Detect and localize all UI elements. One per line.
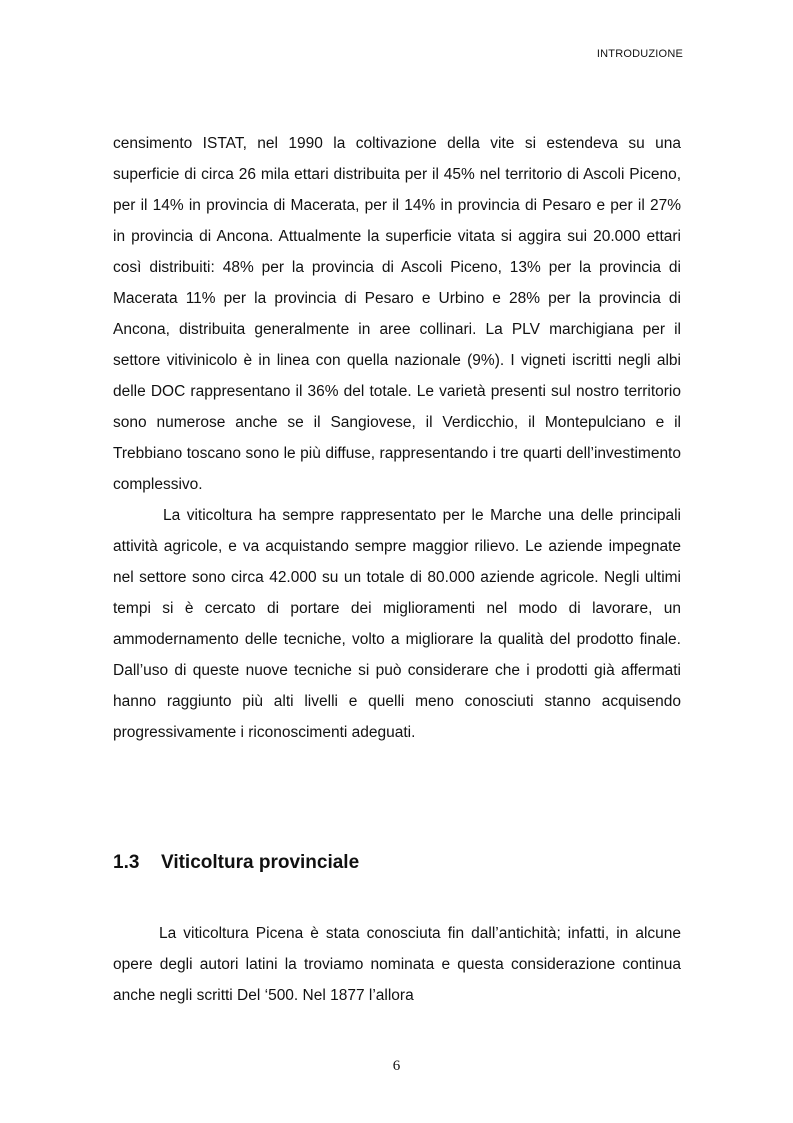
paragraph: La viticoltura ha sempre rappresentato per le Marche una delle principali attività agricole, e va acquistando sempre maggior rilievo. Le aziende impegnate nel settore sono circa 42.000 su un totale di 80.000 aziende agricole. Negli ultimi tempi si è cercato di portare dei miglioramenti nel modo di lavorare, un ammodernamento delle tecniche, volto a migliorare la qualità del prodotto finale. Dall’uso di queste nuove tecniche si può considerare che i prodotti già affermati hanno raggiunto più alti livelli e quelli meno conosciuti stanno acquisendo progressivamente i riconoscimenti adeguati. [113, 507, 681, 741]
paragraph: La viticoltura Picena è stata conosciuta fin dall’antichità; infatti, in alcune opere degli autori latini la troviamo nominata e questa considerazione continua anche negli scritti Del ‘500. Nel 1877 l’allora [113, 925, 681, 1004]
section-title: Viticoltura provinciale [161, 852, 360, 873]
body-text [113, 128, 681, 748]
section-heading [113, 852, 681, 874]
paragraph: censimento ISTAT, nel 1990 la coltivazione della vite si estendeva su una superficie di circa 26 mila ettari distribuita per il 45% nel territorio di Ascoli Piceno, per il 14% in provincia di Macerata, per il 14% in provincia di Pesaro e per il 27% in provincia di Ancona. Attualmente la superficie vitata si aggira sui 20.000 ettari così distribuiti: 48% per la provincia di Ascoli Piceno, 13% per la provincia di Macerata 11% per la provincia di Pesaro e Urbino e 28% per la provincia di Ancona, distribuita generalmente in aree collinari. La PLV marchigiana per il settore vitivinicolo è in linea con quella nazionale (9%). I vigneti iscritti negli albi delle DOC rappresentano il 36% del totale. Le varietà presenti sul nostro territorio sono numerose anche se il Sangiovese, il Verdicchio, il Montepulciano e il Trebbiano toscano sono le più diffuse, rappresentando i tre quarti dell’investimento complessivo. [113, 135, 681, 493]
page-number: 6 [392, 1058, 401, 1074]
running-header: INTRODUZIONE [596, 48, 683, 60]
section-body-text [113, 918, 681, 1011]
section-number: 1.3 [113, 852, 140, 873]
